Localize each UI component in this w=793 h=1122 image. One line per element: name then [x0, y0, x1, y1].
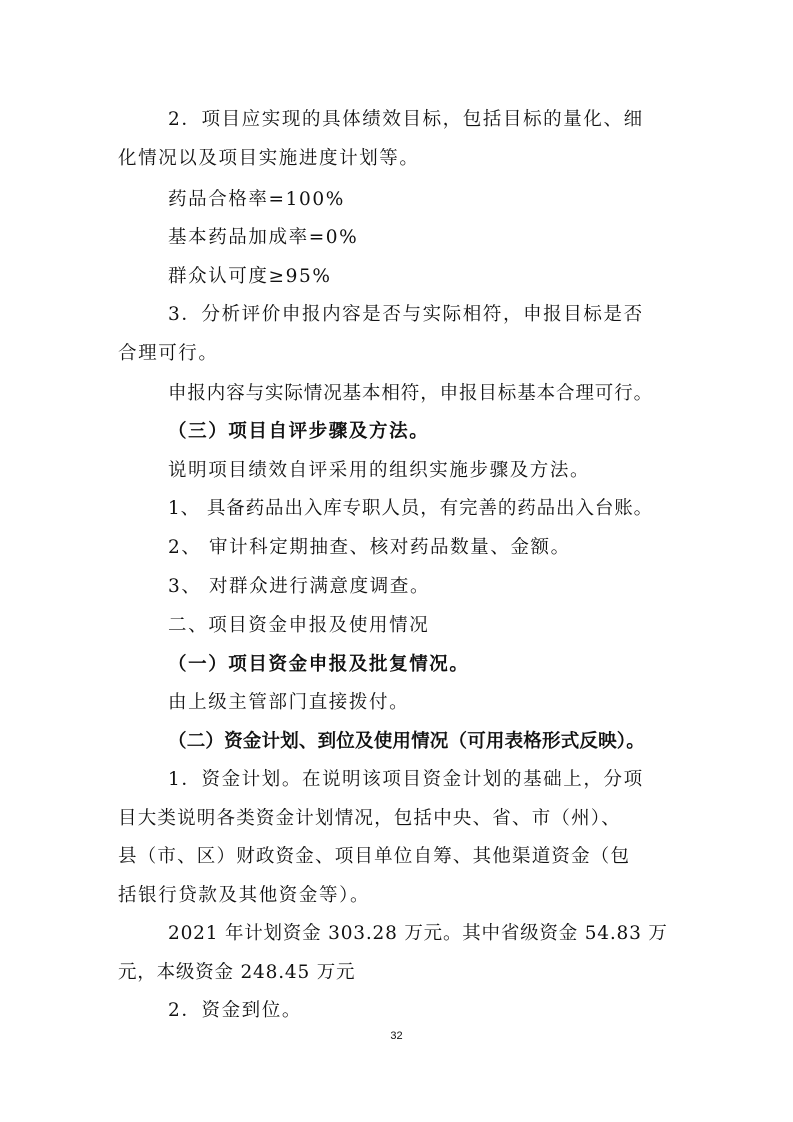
- text-line: 化情况以及项目实施进度计划等。: [118, 148, 420, 169]
- text-line: 基本药品加成率=0%: [168, 227, 359, 248]
- list-item: 1、 具备药品出入库专职人员，有完善的药品出入台账。: [168, 498, 654, 519]
- chapter-heading: 二、项目资金申报及使用情况: [168, 615, 430, 636]
- text-line: 县（市、区）财政资金、项目单位自筹、其他渠道资金（包: [118, 846, 631, 867]
- page-number: 32: [390, 1030, 403, 1042]
- text-line: 目大类说明各类资金计划情况，包括中央、省、市（州）、: [118, 808, 621, 829]
- section-heading: （二）资金计划、到位及使用情况（可用表格形式反映）。: [168, 731, 645, 752]
- text-line: 药品合格率=100%: [168, 189, 345, 210]
- text-line: 2021 年计划资金 303.28 万元。其中省级资金 54.83 万: [168, 923, 668, 944]
- text-line: 元，本级资金 248.45 万元: [118, 962, 356, 983]
- section-heading: （三）项目自评步骤及方法。: [168, 421, 430, 442]
- text-line: 说明项目绩效自评采用的组织实施步骤及方法。: [168, 460, 591, 481]
- text-line: 由上级主管部门直接拨付。: [168, 692, 410, 713]
- text-line: 合理可行。: [118, 343, 219, 364]
- text-line: 2．资金到位。: [168, 1000, 302, 1021]
- text-line: 括银行贷款及其他资金等）。: [118, 885, 371, 906]
- text-line: 申报内容与实际情况基本相符，申报目标基本合理可行。: [168, 383, 654, 404]
- list-item: 3、 对群众进行满意度调查。: [168, 576, 431, 597]
- text-line: 1．资金计划。在说明该项目资金计划的基础上，分项: [168, 769, 644, 790]
- text-line: 3．分析评价申报内容是否与实际相符，申报目标是否: [168, 304, 644, 325]
- section-heading: （一）项目资金申报及批复情况。: [168, 654, 470, 675]
- text-line: 2．项目应实现的具体绩效目标，包括目标的量化、细: [168, 109, 644, 130]
- text-line: 群众认可度≥95%: [168, 266, 332, 287]
- list-item: 2、 审计科定期抽查、核对药品数量、金额。: [168, 537, 571, 558]
